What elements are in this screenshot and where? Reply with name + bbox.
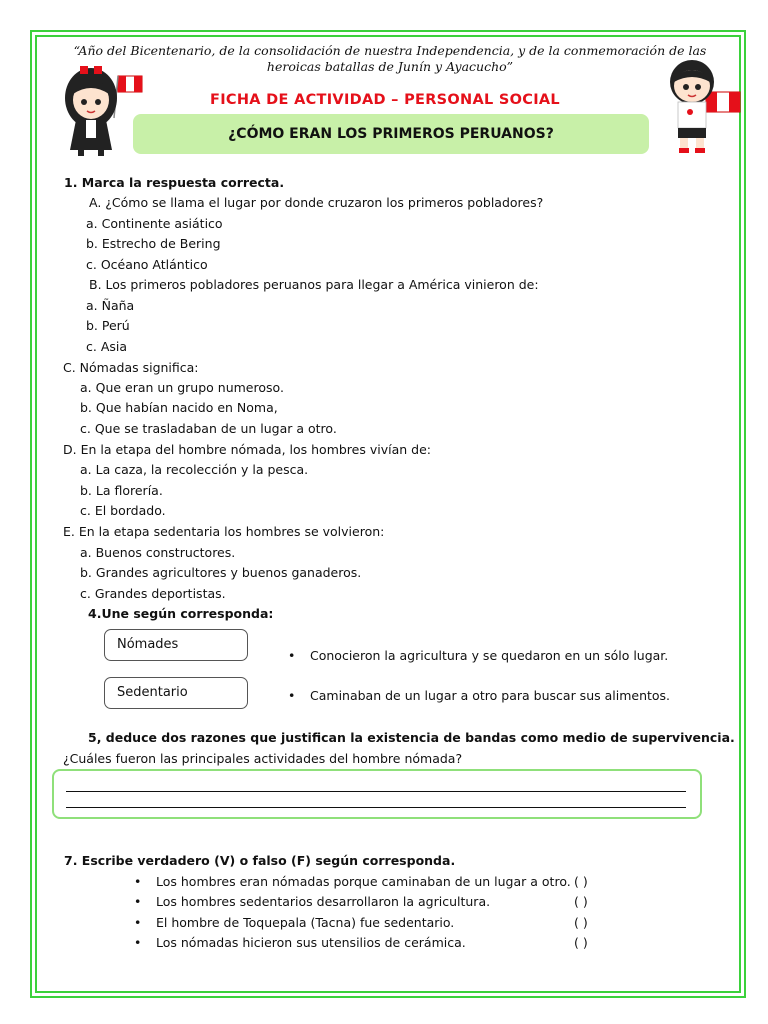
option-a-c: c. Océano Atlántico: [86, 257, 208, 272]
term-box-sedentario: Sedentario: [104, 677, 248, 709]
option-b-b: b. Perú: [86, 318, 130, 333]
option-e-b: b. Grandes agricultores y buenos ganaderos.: [80, 565, 362, 580]
boy-illustration: [660, 56, 750, 156]
bullet-icon: •: [288, 648, 296, 663]
question-a: A. ¿Cómo se llama el lugar por donde cruzaron los primeros pobladores?: [89, 195, 544, 210]
answer-blank-1[interactable]: ( ): [574, 874, 588, 889]
option-d-a: a. La caza, la recolección y la pesca.: [80, 462, 309, 477]
question-c: C. Nómadas significa:: [63, 360, 199, 375]
option-a-a: a. Continente asiático: [86, 216, 223, 231]
tf-item-1: • Los hombres eran nómadas porque caminaban de un lugar a otro.: [134, 874, 571, 889]
match-item-1: • Conocieron la agricultura y se quedaron en un sólo lugar.: [288, 648, 669, 663]
option-c-c: c. Que se trasladaban de un lugar a otro.: [80, 421, 337, 436]
section4-heading: 4.Une según corresponda:: [88, 606, 274, 621]
tf-item-3: • El hombre de Toquepala (Tacna) fue sedentario.: [134, 915, 455, 930]
answer-line-1[interactable]: [66, 791, 686, 792]
section7-heading: 7. Escribe verdadero (V) o falso (F) según corresponda.: [64, 853, 456, 868]
tf-item-4: • Los nómadas hicieron sus utensilios de cerámica.: [134, 935, 466, 950]
page-title: FICHA DE ACTIVIDAD – PERSONAL SOCIAL: [210, 92, 560, 108]
option-e-c: c. Grandes deportistas.: [80, 586, 226, 601]
match-item-2: • Caminaban de un lugar a otro para buscar sus alimentos.: [288, 688, 671, 703]
option-c-a: a. Que eran un grupo numeroso.: [80, 380, 284, 395]
page-subtitle: ¿CÓMO ERAN LOS PRIMEROS PERUANOS?: [133, 114, 649, 154]
section5-heading: 5, deduce dos razones que justifican la existencia de bandas como medio de supervivencia.: [88, 730, 735, 745]
motto: “Año del Bicentenario, de la consolidación de nuestra Independencia, y de la conmemoración de las heroicas batallas de Junín y Ayacucho”: [73, 43, 707, 74]
option-b-a: a. Ñaña: [86, 298, 135, 313]
option-c-b: b. Que habían nacido en Noma,: [80, 400, 278, 415]
question-d: D. En la etapa del hombre nómada, los hombres vivían de:: [63, 442, 431, 457]
bullet-icon: •: [134, 874, 142, 889]
option-d-b: b. La florería.: [80, 483, 163, 498]
option-b-c: c. Asia: [86, 339, 128, 354]
option-d-c: c. El bordado.: [80, 503, 166, 518]
answer-blank-4[interactable]: ( ): [574, 935, 588, 950]
section5-question: ¿Cuáles fueron las principales actividades del hombre nómada?: [63, 751, 463, 766]
section1-heading: 1. Marca la respuesta correcta.: [64, 175, 285, 190]
bullet-icon: •: [288, 688, 296, 703]
option-a-b: b. Estrecho de Bering: [86, 236, 221, 251]
question-e: E. En la etapa sedentaria los hombres se volvieron:: [63, 524, 385, 539]
answer-line-2[interactable]: [66, 807, 686, 808]
answer-blank-3[interactable]: ( ): [574, 915, 588, 930]
term-box-nomades: Nómades: [104, 629, 248, 661]
answer-box[interactable]: [52, 769, 702, 819]
bullet-icon: •: [134, 935, 142, 950]
option-e-a: a. Buenos constructores.: [80, 545, 236, 560]
bullet-icon: •: [134, 915, 142, 930]
bullet-icon: •: [134, 894, 142, 909]
question-b: B. Los primeros pobladores peruanos para llegar a América vinieron de:: [89, 277, 539, 292]
tf-item-2: • Los hombres sedentarios desarrollaron la agricultura.: [134, 894, 491, 909]
answer-blank-2[interactable]: ( ): [574, 894, 588, 909]
